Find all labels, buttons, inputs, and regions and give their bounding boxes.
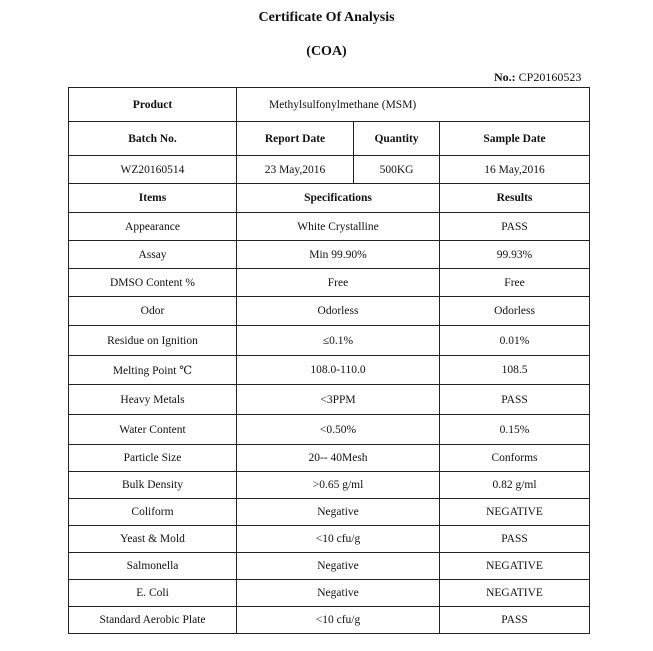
tests-header-row <box>69 184 590 213</box>
test-result: 0.15% <box>440 415 590 445</box>
test-specification: ≤0.1% <box>237 326 440 356</box>
document-title: Certificate Of Analysis <box>258 10 395 25</box>
test-result: PASS <box>440 526 590 553</box>
document-number-label: No.: <box>494 70 516 84</box>
product-row <box>69 88 590 122</box>
test-item: Appearance <box>69 213 237 241</box>
test-row <box>69 385 590 415</box>
test-item: Yeast & Mold <box>69 526 237 553</box>
test-row <box>69 269 590 297</box>
test-item: Residue on Ignition <box>69 326 237 356</box>
test-specification: Negative <box>237 580 440 607</box>
test-item: Particle Size <box>69 445 237 472</box>
product-value: Methylsulfonylmethane (MSM) <box>237 88 590 122</box>
test-item: Water Content <box>69 415 237 445</box>
test-specification: Odorless <box>237 297 440 326</box>
batch-no-value: WZ20160514 <box>69 156 237 184</box>
quantity-value: 500KG <box>354 156 440 184</box>
test-result: 0.82 g/ml <box>440 472 590 499</box>
test-specification: <10 cfu/g <box>237 526 440 553</box>
test-row <box>69 415 590 445</box>
test-result: Conforms <box>440 445 590 472</box>
specifications-header: Specifications <box>237 184 440 213</box>
test-row <box>69 241 590 269</box>
test-specification: Free <box>237 269 440 297</box>
test-result: Odorless <box>440 297 590 326</box>
test-result: NEGATIVE <box>440 580 590 607</box>
test-result: 0.01% <box>440 326 590 356</box>
test-row <box>69 356 590 385</box>
test-item: Salmonella <box>69 553 237 580</box>
test-row <box>69 297 590 326</box>
sample-date-value: 16 May,2016 <box>440 156 590 184</box>
test-result: 99.93% <box>440 241 590 269</box>
test-item: Coliform <box>69 499 237 526</box>
test-row <box>69 553 590 580</box>
test-specification: >0.65 g/ml <box>237 472 440 499</box>
test-result: NEGATIVE <box>440 499 590 526</box>
test-item: Assay <box>69 241 237 269</box>
test-specification: <10 cfu/g <box>237 607 440 634</box>
test-item: Standard Aerobic Plate <box>69 607 237 634</box>
test-specification: Negative <box>237 499 440 526</box>
test-specification: 108.0-110.0 <box>237 356 440 385</box>
quantity-header: Quantity <box>354 122 440 156</box>
document-subtitle: (COA) <box>306 44 347 59</box>
test-result: PASS <box>440 213 590 241</box>
batch-header-row <box>69 122 590 156</box>
test-item: DMSO Content % <box>69 269 237 297</box>
test-specification: 20-- 40Mesh <box>237 445 440 472</box>
test-item: Heavy Metals <box>69 385 237 415</box>
test-row <box>69 580 590 607</box>
test-result: NEGATIVE <box>440 553 590 580</box>
test-item: Bulk Density <box>69 472 237 499</box>
document-number <box>494 70 581 85</box>
test-item: Odor <box>69 297 237 326</box>
test-item: E. Coli <box>69 580 237 607</box>
results-header: Results <box>440 184 590 213</box>
test-specification: White Crystalline <box>237 213 440 241</box>
test-row <box>69 326 590 356</box>
test-row <box>69 213 590 241</box>
test-specification: <0.50% <box>237 415 440 445</box>
report-date-header: Report Date <box>237 122 354 156</box>
coa-table <box>68 87 590 634</box>
test-result: PASS <box>440 607 590 634</box>
test-specification: Negative <box>237 553 440 580</box>
test-specification: Min 99.90% <box>237 241 440 269</box>
test-item: Melting Point ℃ <box>69 356 237 385</box>
sample-date-header: Sample Date <box>440 122 590 156</box>
test-row <box>69 607 590 634</box>
batch-values-row <box>69 156 590 184</box>
batch-no-header: Batch No. <box>69 122 237 156</box>
test-row <box>69 526 590 553</box>
test-row <box>69 499 590 526</box>
test-specification: <3PPM <box>237 385 440 415</box>
document-number-value: CP20160523 <box>518 70 582 84</box>
report-date-value: 23 May,2016 <box>237 156 354 184</box>
test-result: 108.5 <box>440 356 590 385</box>
test-row <box>69 472 590 499</box>
product-label: Product <box>69 88 237 122</box>
test-result: Free <box>440 269 590 297</box>
test-row <box>69 445 590 472</box>
test-result: PASS <box>440 385 590 415</box>
items-header: Items <box>69 184 237 213</box>
